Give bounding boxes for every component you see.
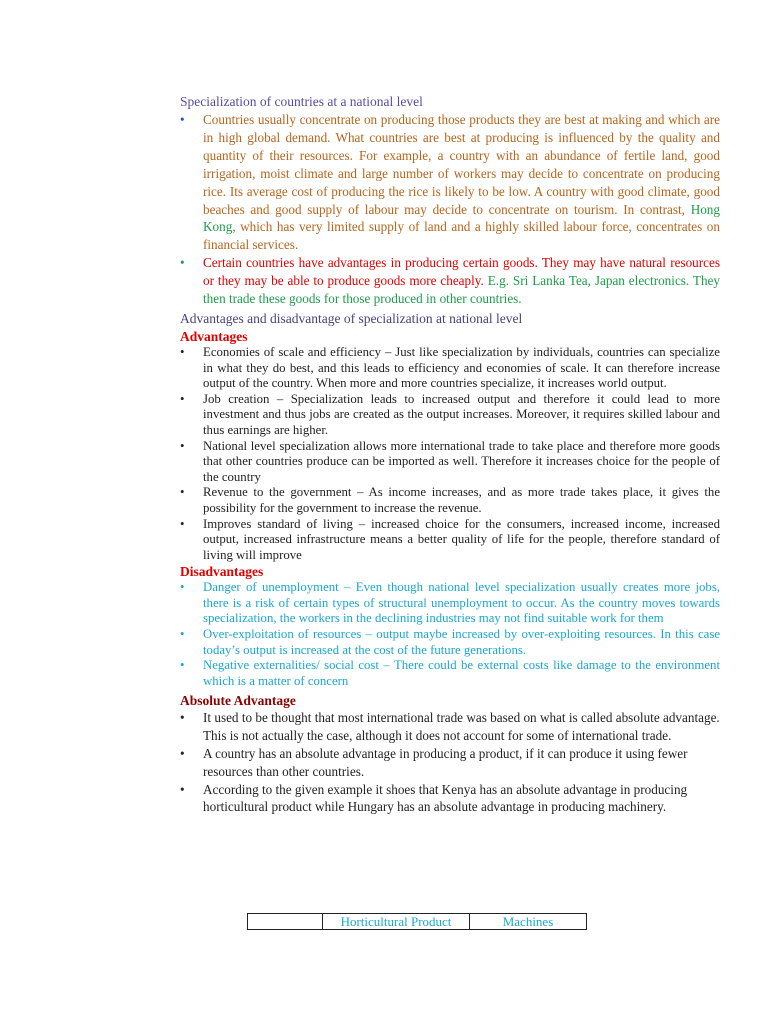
bullet-icon: • — [180, 746, 185, 762]
list-item-text: Revenue to the government – As income increases, and as more trade takes place, it gives the possibility for the government to increase the revenue. — [203, 485, 720, 515]
paragraph-text: Certain countries have advantages in producing certain goods. They may have natural resources or they may be able to produce goods more cheaply. — [203, 255, 720, 289]
list-item-text: Economies of scale and efficiency – Just like specialization by individuals, countries can specialize in what they do best, and this leads to efficiency and economies of scale. It can therefore increase output of the country. When more and more countries specialize, it increases world output. — [203, 344, 720, 391]
list-item — [180, 345, 720, 392]
bullet-icon: • — [180, 580, 185, 595]
bullet-icon: • — [180, 391, 185, 406]
list-item — [180, 745, 720, 781]
table-header-horticultural-product: Horticultural Product — [323, 914, 470, 930]
list-item — [180, 709, 720, 745]
paragraph-text: Countries usually concentrate on producing those products they are best at making and which are in high global demand. What countries are best at producing is influenced by the quality and quantity of their resources. For example, a country with an abundance of fertile land, good irrigation, moist climate and large number of workers may decide to concentrate on producing rice. Its average cost of producing the rice is likely to be low. A country with good climate, good beaches and good supply of labour may decide to concentrate on tourism. In contrast, — [203, 112, 720, 217]
example-text: E.g. Sri Lanka Tea, Japan electronics. They then trade these goods for those produced in other countries. — [203, 273, 720, 307]
table-header-row — [248, 914, 587, 930]
bullet-icon: • — [180, 485, 185, 500]
national-specialization-list — [180, 111, 720, 308]
absolute-advantage-heading: Absolute Advantage — [180, 693, 296, 709]
table-header-machines: Machines — [470, 914, 587, 930]
disadvantages-list — [180, 580, 720, 689]
absolute-advantage-list — [180, 709, 720, 816]
disadvantages-heading: Disadvantages — [180, 564, 264, 580]
bullet-icon: • — [180, 658, 185, 673]
advantages-heading: Advantages — [180, 328, 248, 344]
list-item-text: Job creation – Specialization leads to increased output and therefore it could lead to more investment and thus jobs are created as the output increases. Moreover, it requires skilled labour and thus earnings are higher. — [203, 391, 720, 437]
document-body — [180, 93, 720, 816]
list-item-text: National level specialization allows more international trade to take place and therefore more goods that other countries produce can be imported as well. Therefore it increases choice for the people of the country — [203, 438, 720, 484]
list-item — [180, 111, 720, 254]
list-item-text: It used to be thought that most international trade was based on what is called absolute advantage. This is not actually the case, although it does not account for some of international trade. — [203, 710, 720, 744]
list-item-text: Over-exploitation of resources – output maybe increased by over-exploiting resources. In this case today’s output is increased at the cost of the future generations. — [203, 627, 720, 657]
list-item — [180, 627, 720, 658]
list-item — [180, 781, 720, 817]
comparison-table — [247, 913, 587, 930]
bullet-icon: • — [180, 112, 185, 127]
bullet-icon: • — [180, 516, 185, 531]
advantages-list — [180, 345, 720, 563]
list-item-text: According to the given example it shoes that Kenya has an absolute advantage in producing horticultural product while Hungary has an absolute advantage in producing machinery. — [203, 781, 688, 815]
list-item — [180, 439, 720, 486]
paragraph-text-continued: , which has very limited supply of land and a highly skilled labour force, concentrates on financial services. — [203, 219, 720, 253]
list-item — [180, 485, 720, 516]
bullet-icon: • — [180, 781, 185, 797]
list-item-text: Danger of unemployment – Even though national level specialization usually creates more jobs, there is a risk of certain types of structural unemployment to occur. As the country moves towards specialization, the workers in the declining industries may not find suitable work for them — [203, 580, 720, 626]
list-item-text: Negative externalities/ social cost – There could be external costs like damage to the environment which is a matter of concern — [203, 658, 720, 688]
section-heading-national-specialization: Specialization of countries at a national level — [180, 94, 423, 109]
bullet-icon: • — [180, 627, 185, 642]
list-item — [180, 254, 720, 308]
bullet-icon: • — [180, 344, 185, 359]
list-item-text: A country has an absolute advantage in producing a product, if it can produce it using fewer resources than other countries. — [203, 746, 688, 779]
bullet-icon: • — [180, 438, 185, 453]
table-header-cell-empty — [248, 914, 323, 930]
section-heading-advantages-disadvantages: Advantages and disadvantage of specialization at national level — [180, 310, 523, 326]
list-item — [180, 517, 720, 564]
bullet-icon: • — [180, 255, 185, 271]
list-item — [180, 658, 720, 689]
list-item — [180, 392, 720, 439]
highlight-text: Hong Kong — [203, 201, 720, 235]
list-item — [180, 580, 720, 627]
list-item-text: Improves standard of living – increased choice for the consumers, increased income, increased output, increased infrastructure means a better quality of life for the people, therefore standard of living will improve — [203, 516, 720, 562]
bullet-icon: • — [180, 710, 185, 726]
